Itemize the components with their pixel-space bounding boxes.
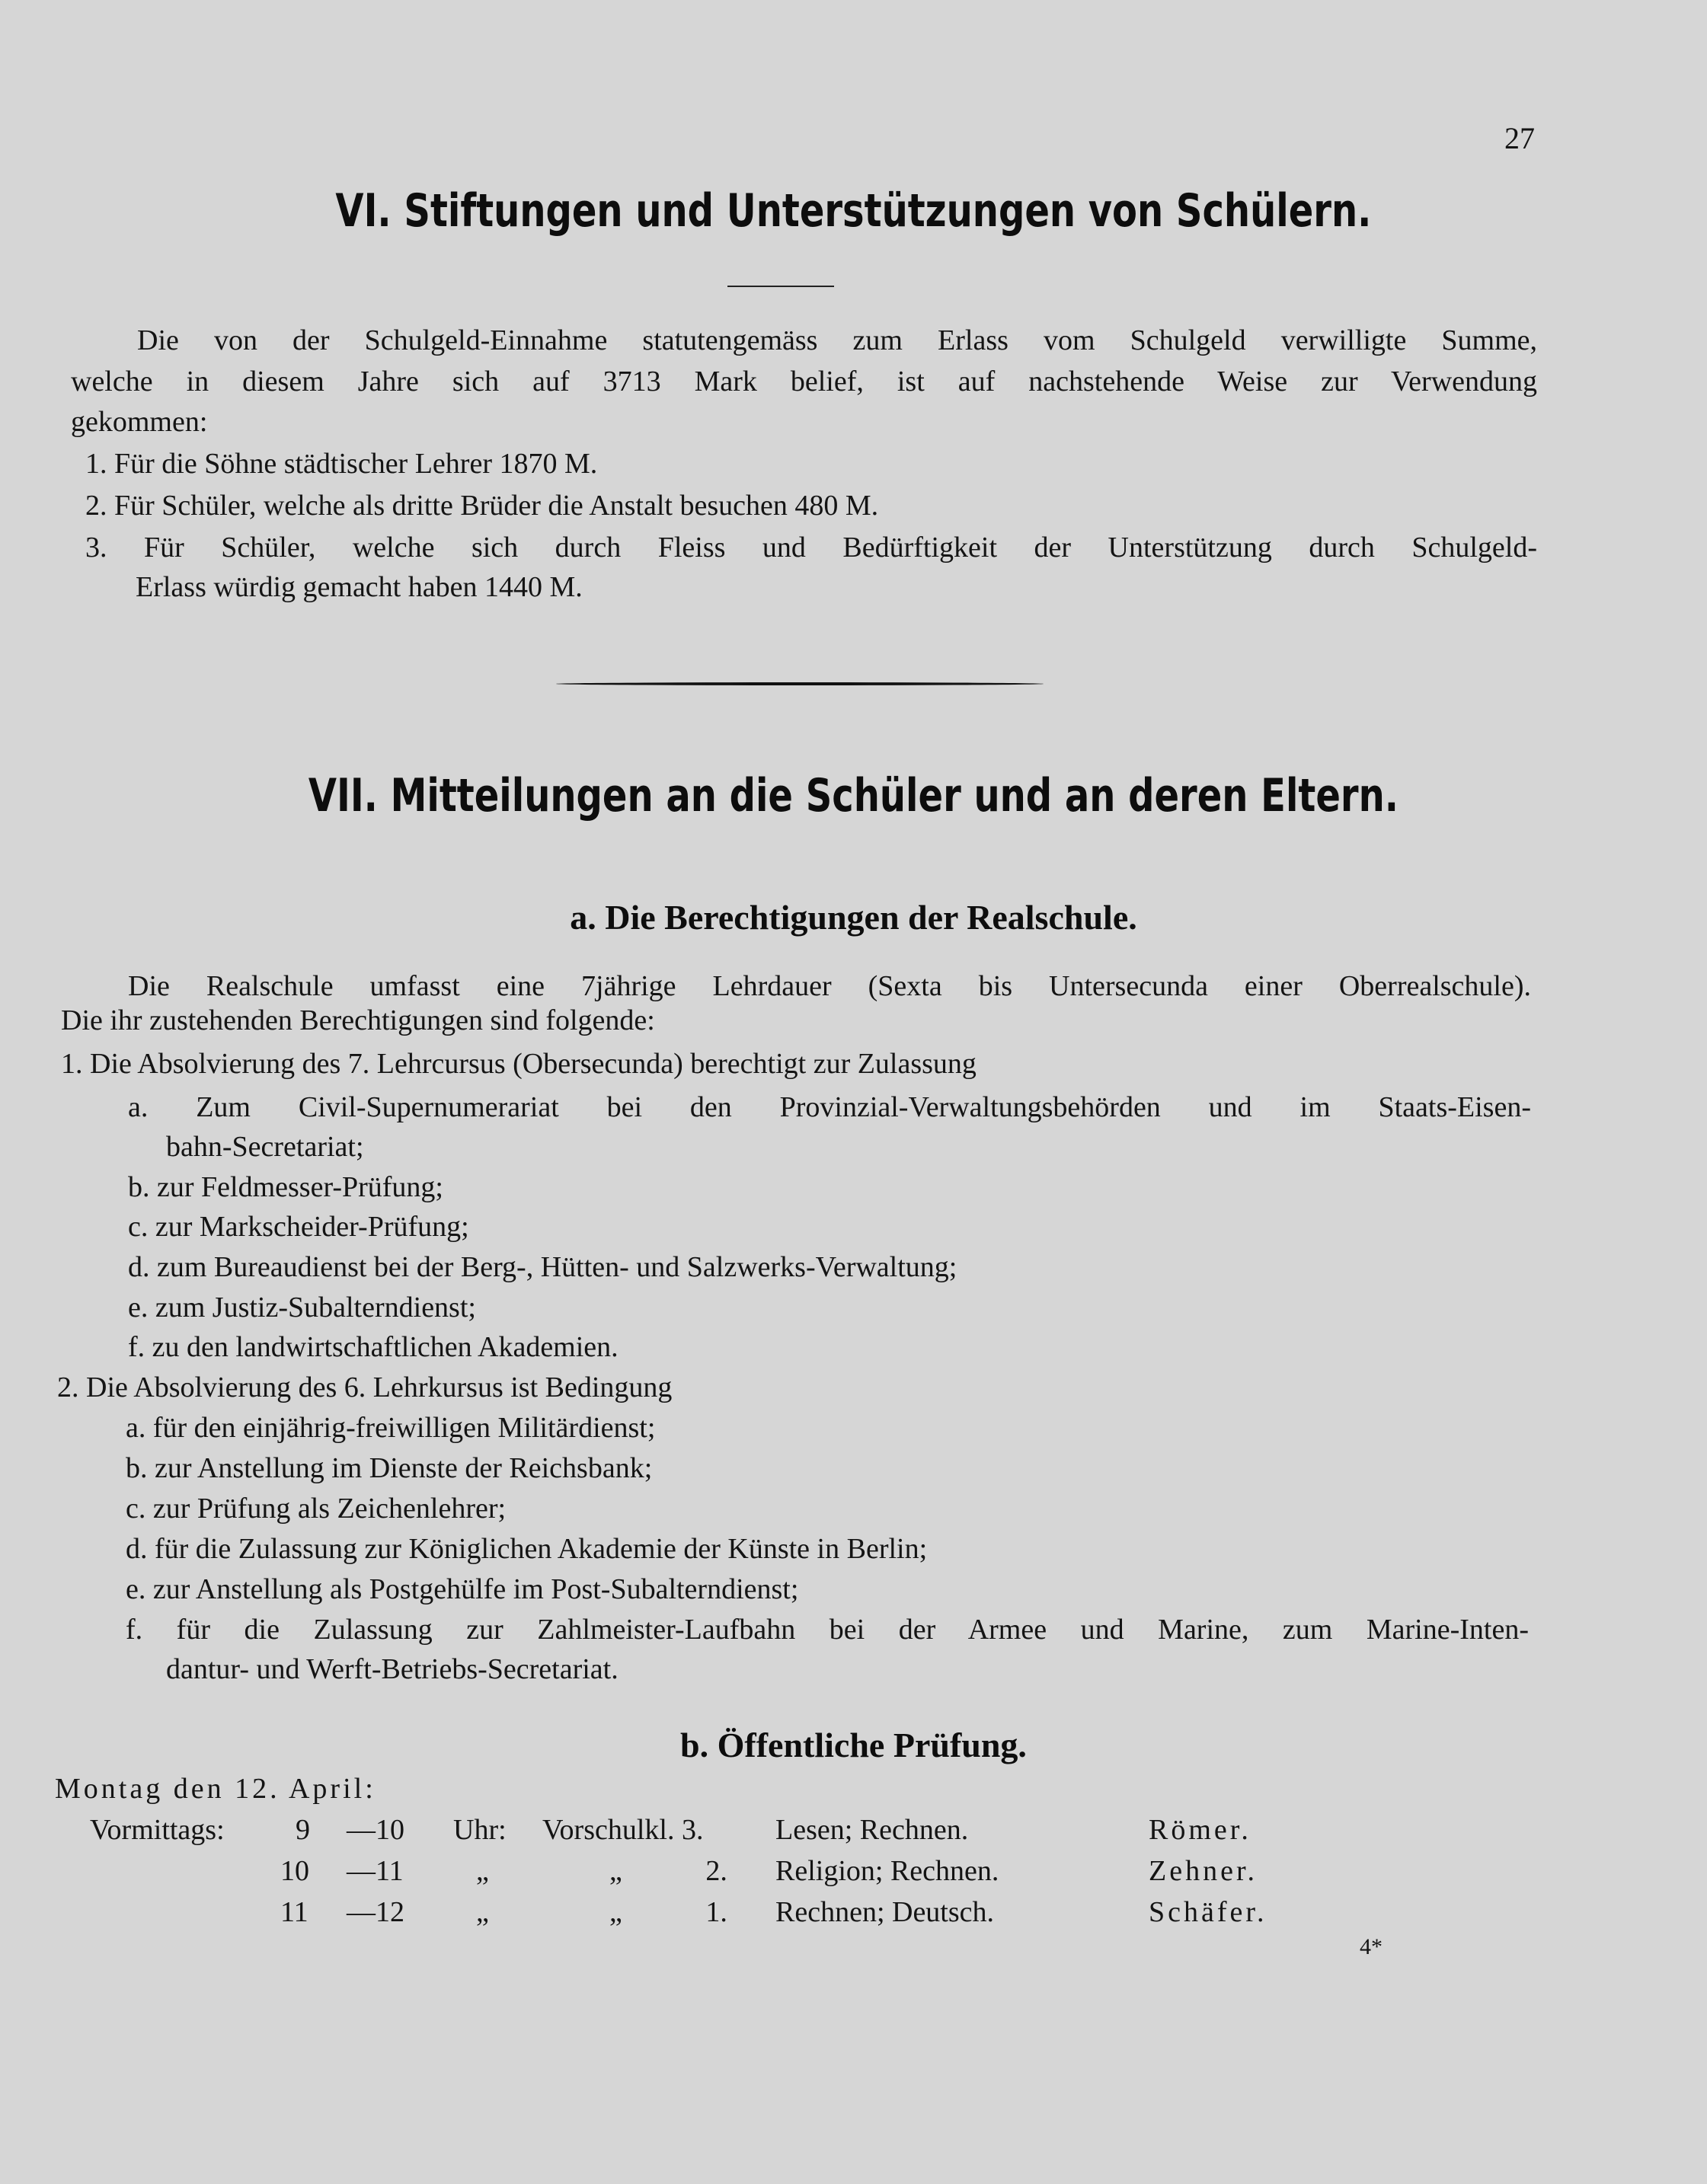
exam-session-label: Vormittags: xyxy=(90,1814,225,1846)
section-6-item: 2. Für Schüler, welche als dritte Brüder die Anstalt besuchen 480 M. xyxy=(85,490,879,522)
berechtigung-point-1: 1. Die Absolvierung des 7. Lehrcursus (Obersecunda) berechtigt zur Zulassung xyxy=(61,1048,977,1080)
exam-class: „ 1. xyxy=(609,1896,727,1928)
exam-time-from: 9 xyxy=(296,1814,310,1846)
exam-teacher: Schäfer. xyxy=(1149,1896,1267,1928)
bedingung-item: f. für die Zulassung zur Zahlmeister-Laufbahn bei der Armee und Marine, zum Marine-Inten- xyxy=(126,1614,1529,1646)
exam-class: „ 2. xyxy=(609,1855,727,1887)
subsection-a-heading: a. Die Berechtigungen der Realschule. xyxy=(570,898,1137,937)
exam-teacher: Römer. xyxy=(1149,1814,1251,1846)
heading-rule xyxy=(727,286,834,287)
signature-mark: 4* xyxy=(1360,1934,1383,1959)
subsection-a-intro-line: Die ihr zustehenden Berechtigungen sind folgende: xyxy=(61,1004,655,1036)
exam-time-unit: „ xyxy=(476,1896,489,1928)
exam-subject: Lesen; Rechnen. xyxy=(775,1814,969,1846)
berechtigung-item: c. zur Markscheider-Prüfung; xyxy=(128,1211,469,1243)
bedingung-item: e. zur Anstellung als Postgehülfe im Post-Subalterndienst; xyxy=(126,1573,799,1605)
exam-time-unit: „ xyxy=(476,1855,489,1887)
berechtigung-item: d. zum Bureaudienst bei der Berg-, Hütten- und Salzwerks-Verwaltung; xyxy=(128,1251,957,1283)
exam-time-unit: Uhr: xyxy=(453,1814,507,1846)
berechtigung-item: e. zum Justiz-Subalterndienst; xyxy=(128,1292,476,1323)
page-number: 27 xyxy=(1504,121,1535,155)
section-6-heading: VI. Stiftungen und Unterstützungen von Schülern. xyxy=(335,184,1372,238)
bedingung-item: a. für den einjährig-freiwilligen Militärdienst; xyxy=(126,1412,656,1444)
section-6-item: 3. Für Schüler, welche sich durch Fleiss und Bedürftigkeit der Unterstützung durch Schulgeld- xyxy=(85,532,1537,564)
exam-teacher: Zehner. xyxy=(1149,1855,1258,1887)
section-6-intro-line: gekommen: xyxy=(71,406,208,438)
section-6-item-continuation: Erlass würdig gemacht haben 1440 M. xyxy=(136,571,583,603)
exam-time-to: —12 xyxy=(347,1896,404,1928)
section-6-intro-line: welche in diesem Jahre sich auf 3713 Mark belief, ist auf nachstehende Weise zur Verwendung xyxy=(71,366,1537,398)
section-6-intro-line: Die von der Schulgeld-Einnahme statutengemäss zum Erlass vom Schulgeld verwilligte Summe, xyxy=(137,324,1537,356)
exam-subject: Rechnen; Deutsch. xyxy=(775,1896,995,1928)
exam-time-from: 11 xyxy=(280,1896,308,1928)
berechtigung-item: f. zu den landwirtschaftlichen Akademien. xyxy=(128,1331,619,1363)
exam-class: Vorschulkl. 3. xyxy=(542,1814,704,1846)
exam-date: Montag den 12. April: xyxy=(55,1773,376,1805)
exam-time-to: —10 xyxy=(347,1814,404,1846)
section-6-item: 1. Für die Söhne städtischer Lehrer 1870 M. xyxy=(85,448,598,480)
section-divider xyxy=(556,682,1044,685)
subsection-a-intro-line: Die Realschule umfasst eine 7jährige Lehrdauer (Sexta bis Untersecunda einer Oberrealschule). xyxy=(128,970,1531,1002)
bedingung-item: d. für die Zulassung zur Königlichen Akademie der Künste in Berlin; xyxy=(126,1533,928,1565)
subsection-b-heading: b. Öffentliche Prüfung. xyxy=(680,1726,1027,1764)
berechtigung-item: bahn-Secretariat; xyxy=(166,1131,364,1163)
section-7-heading: VII. Mitteilungen an die Schüler und an deren Eltern. xyxy=(308,769,1399,822)
exam-time-from: 10 xyxy=(280,1855,309,1887)
bedingung-item: b. zur Anstellung im Dienste der Reichsbank; xyxy=(126,1452,653,1484)
exam-time-to: —11 xyxy=(347,1855,404,1887)
exam-subject: Religion; Rechnen. xyxy=(775,1855,999,1887)
bedingung-item: dantur- und Werft-Betriebs-Secretariat. xyxy=(166,1653,619,1685)
berechtigung-item: a. Zum Civil-Supernumerariat bei den Provinzial-Verwaltungsbehörden und im Staats-Eisen- xyxy=(128,1091,1531,1123)
bedingung-item: c. zur Prüfung als Zeichenlehrer; xyxy=(126,1493,507,1525)
berechtigung-item: b. zur Feldmesser-Prüfung; xyxy=(128,1171,443,1203)
berechtigung-point-2: 2. Die Absolvierung des 6. Lehrkursus ist Bedingung xyxy=(57,1371,673,1403)
